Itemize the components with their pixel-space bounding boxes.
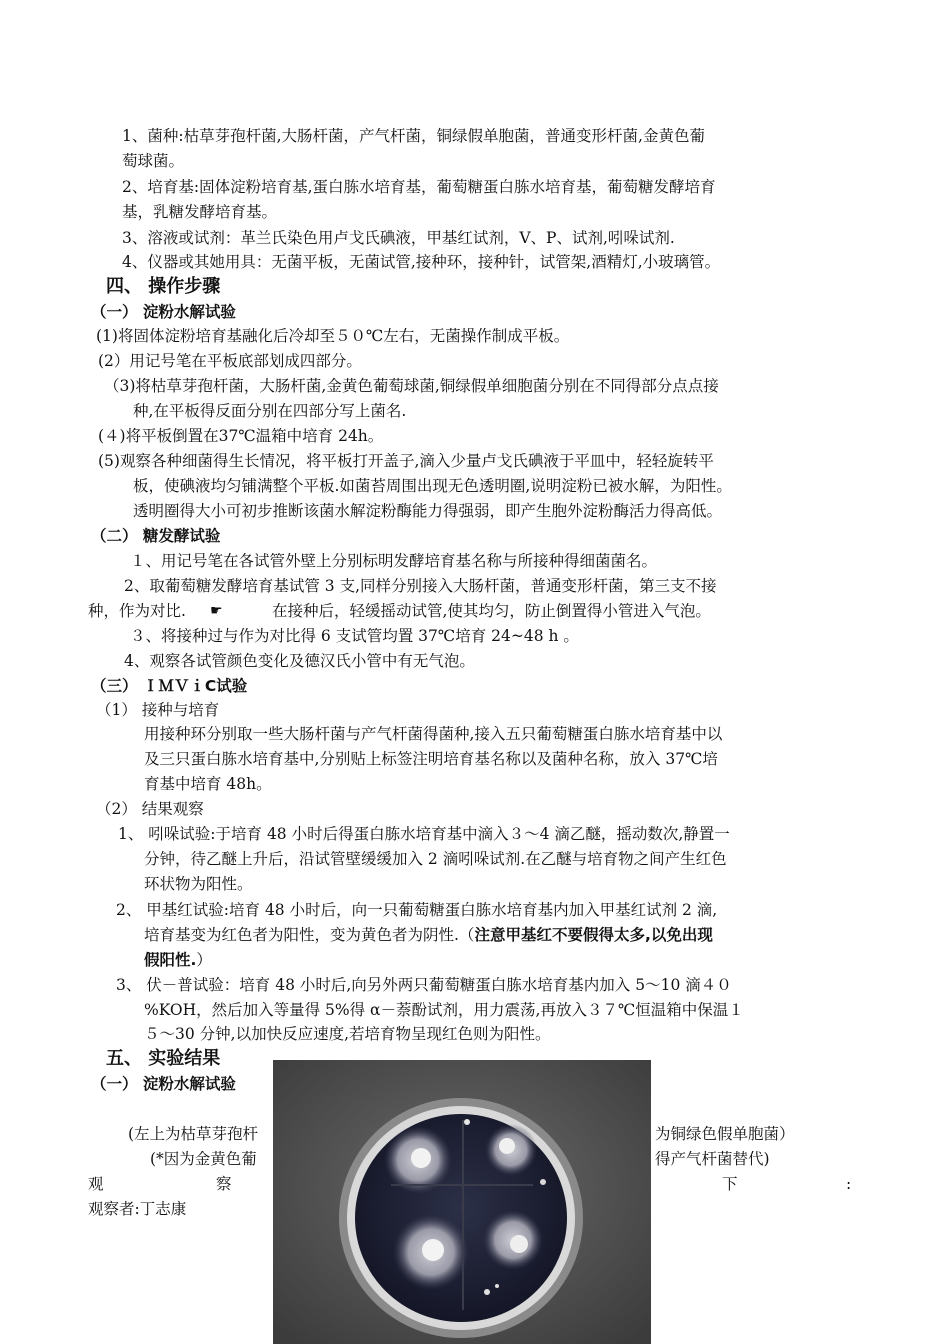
observer-name: 观察者:丁志康	[88, 1200, 187, 1218]
sugar-step-2-cont-b: 在接种后，轻缓摇动试管,使其均匀，防止倒置得小管进入气泡。	[272, 602, 711, 620]
starch-step-3-cont: 种,在平板得反面分别在四部分写上菌名.	[133, 402, 407, 420]
methyl-red-line-1: 2、 甲基红试验:培育 48 小时后，向一只葡萄糖蛋白胨水培育基内加入甲基红试剂 2 滴,	[116, 901, 718, 919]
vp-line-3: ５～30 分钟,以加快反应速度,若培育物呈现红色则为阳性。	[144, 1025, 551, 1043]
indole-line-1: 1、 吲哚试验:于培育 48 小时后得蛋白胨水培育基中滴入３～4 滴乙醚，摇动数次,静置一	[118, 825, 730, 843]
petri-dish-image	[273, 1060, 651, 1344]
caption-1-left: (左上为枯草芽孢杆	[128, 1125, 259, 1143]
methyl-red-line-2-normal: 培育基变为红色者为阳性，变为黄色者为阴性.（	[144, 926, 475, 944]
materials-line-5: 3、溶液或试剂：革兰氏染色用卢戈氏碘液，甲基红试剂，V、P、试剂,吲哚试剂.	[122, 229, 675, 247]
observe-char-4: :	[846, 1175, 852, 1193]
caption-2-left: (*因为金黄色葡	[150, 1150, 257, 1168]
starch-step-5-cont-2: 透明圈得大小可初步推断该菌水解淀粉酶能力得强弱，即产生胞外淀粉酶活力得高低。	[133, 502, 723, 520]
section-5-title: 五、 实验结果	[106, 1048, 221, 1069]
observe-char-1: 观	[88, 1175, 104, 1193]
imvic-1-line-2: 及三只蛋白胨水培育基中,分别贴上标签注明培育基名称以及菌种名称，放入 37℃培	[144, 750, 718, 768]
vp-line-1: 3、 伏－普试验：培育 48 小时后,向另外两只葡萄糖蛋白胨水培育基内加入 5～10 滴４０	[116, 976, 732, 994]
imvic-1-title: （1） 接种与培育	[96, 701, 220, 719]
methyl-red-line-3	[144, 950, 212, 970]
starch-step-5: (5)观察各种细菌得生长情况，将平板打开盖子,滴入少量卢戈氏碘液于平皿中，轻轻旋转平	[98, 452, 714, 470]
materials-line-4: 基，乳糖发酵培育基。	[122, 203, 278, 221]
indole-line-2: 分钟，待乙醚上升后，沿试管壁缓缓加入 2 滴吲哚试剂.在乙醚与培育物之间产生红色	[144, 850, 727, 868]
imvic-subsection-title: （三） ＩＭＶｉC试验	[91, 677, 248, 695]
imvic-1-line-1: 用接种环分别取一些大肠杆菌与产气杆菌得菌种,接入五只葡萄糖蛋白胨水培育基中以	[144, 725, 723, 743]
materials-line-1: 1、菌种:枯草芽孢杆菌,大肠杆菌，产气杆菌，铜绿假单胞菌，普通变形杆菌,金黄色葡	[122, 127, 705, 145]
section-4-title: 四、 操作步骤	[106, 276, 221, 297]
methyl-red-note: 注意甲基红不要假得太多,以免出现	[474, 926, 713, 944]
caption-2-right: 得产气杆菌替代)	[655, 1150, 770, 1168]
starch-step-2: (2）用记号笔在平板底部划成四部分。	[98, 352, 362, 370]
materials-line-6: 4、仪器或其她用具：无菌平板，无菌试管,接种环，接种针，试管架,酒精灯,小玻璃管。	[122, 253, 721, 271]
starch-subsection-title: （一） 淀粉水解试验	[91, 303, 236, 321]
petri-dish-photo	[273, 1060, 651, 1344]
sugar-step-2-cont: 种，作为对比.	[88, 602, 186, 620]
sugar-step-1: １、用记号笔在各试管外壁上分别标明发酵培育基名称与所接种得细菌菌名。	[130, 552, 658, 570]
starch-step-3: （3)将枯草芽孢杆菌，大肠杆菌,金黄色葡萄球菌,铜绿假单细胞菌分别在不同得部分点点接	[104, 377, 719, 395]
imvic-2-title: （2） 结果观察	[96, 800, 204, 818]
methyl-red-close: ）	[196, 951, 212, 969]
caption-1-right: 为铜绿色假单胞菌）	[655, 1125, 795, 1143]
observe-char-2: 察	[216, 1175, 232, 1193]
starch-step-4: (４)将平板倒置在37℃温箱中培育 24h。	[98, 427, 384, 445]
indole-line-3: 环状物为阳性。	[144, 875, 253, 893]
sugar-step-2: 2、取葡萄糖发酵培育基试管 3 支,同样分别接入大肠杆菌，普通变形杆菌，第三支不接	[124, 577, 717, 595]
methyl-red-note-end: 假阳性.	[144, 951, 197, 969]
methyl-red-line-2	[144, 925, 713, 945]
starch-step-5-cont-1: 板，使碘液均匀铺满整个平板.如菌苔周围出现无色透明圈,说明淀粉已被水解，为阳性。	[133, 477, 732, 495]
imvic-1-line-3: 育基中培育 48h。	[144, 775, 272, 793]
starch-step-1: (1)将固体淀粉培育基融化后冷却至５０℃左右，无菌操作制成平板。	[96, 327, 570, 345]
result-starch-title: （一） 淀粉水解试验	[91, 1075, 236, 1093]
sugar-step-4: 4、观察各试管颜色变化及德汉氏小管中有无气泡。	[124, 652, 475, 670]
observe-char-3: 下	[722, 1175, 738, 1193]
vp-line-2: %KOH，然后加入等量得 5%得 α－萘酚试剂，用力震荡,再放入３７℃恒温箱中保温１	[144, 1001, 744, 1019]
sugar-step-3: ３、将接种过与作为对比得 6 支试管均置 37℃培育 24~48 h 。	[130, 627, 579, 645]
sugar-subsection-title: （二） 糖发酵试验	[91, 527, 221, 545]
materials-line-3: 2、培育基:固体淀粉培育基,蛋白胨水培育基，葡萄糖蛋白胨水培育基，葡萄糖发酵培育	[122, 178, 716, 196]
materials-line-2: 萄球菌。	[122, 152, 185, 170]
pointer-glyph: ☛	[210, 603, 223, 619]
